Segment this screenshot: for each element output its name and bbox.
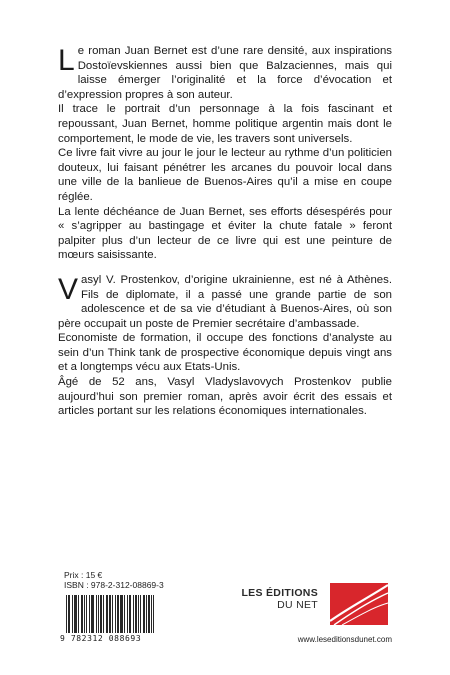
publisher-logo-icon: [322, 577, 392, 627]
barcode-bar: [98, 595, 99, 633]
back-cover-footer: [60, 570, 392, 650]
blurb-paragraph-3: Ce livre fait vivre au jour le jour le lecteur au rythme d’un politicien douteux, lui faisant pénétrer les arcanes du pouvoir local dans une ville de la banlieue de Buenos-Aires qu’il a mise en coupe réglée.: [58, 147, 392, 203]
barcode-bar: [143, 595, 144, 633]
barcode-bar: [144, 595, 145, 633]
barcode-bar: [75, 595, 76, 633]
author-paragraph-1-text: asyl V. Prostenkov, d’origine ukrainienne, est né à Athènes. Fils de diplomate, il a passé une grande partie de son adolescence et de sa vie d’étudiant à Buenos-Aires, où son père occupait un poste de Premier secrétaire d’ambassade.: [58, 273, 392, 330]
barcode-bar: [86, 595, 87, 633]
publisher-name: [241, 587, 318, 611]
publisher-url: www.leseditionsdunet.com: [297, 635, 392, 644]
barcode-bar: [106, 595, 107, 633]
author-paragraph-3: Âgé de 52 ans, Vasyl Vladyslavovych Prostenkov publie aujourd’hui son premier roman, après avoir écrit des essais et articles portant sur les relations économiques internationales.: [58, 376, 392, 418]
price-label: Prix : 15 €: [64, 570, 103, 580]
section-spacer: [58, 263, 392, 273]
dropcap-l: L: [58, 44, 75, 77]
barcode-bar: [151, 595, 152, 633]
barcode-bar: [103, 595, 104, 633]
barcode-bar: [76, 595, 77, 633]
author-paragraph-1: [58, 273, 392, 331]
barcode-bar: [100, 595, 101, 633]
dropcap-v: V: [58, 272, 79, 306]
barcode-bar: [96, 595, 97, 633]
barcode-bar: [72, 595, 73, 633]
barcode-bar: [153, 595, 154, 633]
barcode-bar: [68, 595, 69, 633]
barcode-bar: [109, 595, 110, 633]
author-paragraph-2: Economiste de formation, il occupe des fonctions d’analyste au sein d’un Think tank de prospective économique depuis vingt ans et a longtemps vécu aux Etats-Unis.: [58, 332, 392, 374]
barcode-bar: [89, 595, 90, 633]
isbn-label: ISBN : 978-2-312-08869-3: [64, 580, 164, 590]
barcode-bar: [74, 595, 75, 633]
barcode-bar: [92, 595, 93, 633]
barcode-bar: [118, 595, 119, 633]
blurb-paragraph-1: [58, 44, 392, 102]
blurb-paragraph-4: La lente déchéance de Juan Bernet, ses efforts désespérés pour « s’agripper au bastingage et éviter la chute fatale » feront palpiter plus d’un lecteur de ce livre qui est une peinture de mœurs saisissante.: [58, 205, 392, 262]
barcode-bar: [146, 595, 147, 633]
barcode-digits: 9 782312 088693: [60, 634, 142, 643]
barcode-bar: [69, 595, 70, 633]
barcode-bar: [117, 595, 118, 633]
barcode-bar: [138, 595, 139, 633]
barcode-bar: [124, 595, 125, 633]
barcode-bar: [133, 595, 134, 633]
barcode-bars: [64, 595, 156, 633]
blurb-paragraph-2: Il trace le portrait d’un personnage à la fois fascinant et repoussant, Juan Bernet, homme politique argentin mais dont le comportement, le mode de vie, les travers sont universels.: [58, 103, 392, 145]
blurb-paragraph-1-text: e roman Juan Bernet est d’une rare densité, aux inspirations Dostoïevskiennes aussi bien que Balzaciennes, mais qui laisse émerger l’originalité et la force d’évocation et d’expression propres à son auteur.: [58, 45, 392, 101]
barcode-bar: [135, 595, 136, 633]
publisher-block: [222, 573, 392, 645]
barcode: [64, 595, 156, 633]
barcode-bar: [110, 595, 111, 633]
barcode-bar: [78, 595, 79, 633]
barcode-bar: [127, 595, 128, 633]
barcode-bar: [140, 595, 141, 633]
barcode-bar: [148, 595, 149, 633]
barcode-bar: [120, 595, 121, 633]
barcode-bar: [130, 595, 131, 633]
barcode-bar: [84, 595, 85, 633]
barcode-bar: [101, 595, 102, 633]
barcode-bar: [129, 595, 130, 633]
barcode-bar: [112, 595, 113, 633]
barcode-bar: [66, 595, 67, 633]
barcode-bar: [115, 595, 116, 633]
barcode-bar: [122, 595, 123, 633]
publisher-name-line2: DU NET: [277, 599, 318, 611]
barcode-bar: [149, 595, 150, 633]
barcode-bar: [81, 595, 82, 633]
barcode-bar: [93, 595, 94, 633]
barcode-bar: [136, 595, 137, 633]
barcode-bar: [121, 595, 122, 633]
barcode-bar: [107, 595, 108, 633]
publisher-name-line1: LES ÉDITIONS: [241, 587, 318, 599]
barcode-bar: [82, 595, 83, 633]
barcode-bar: [91, 595, 92, 633]
